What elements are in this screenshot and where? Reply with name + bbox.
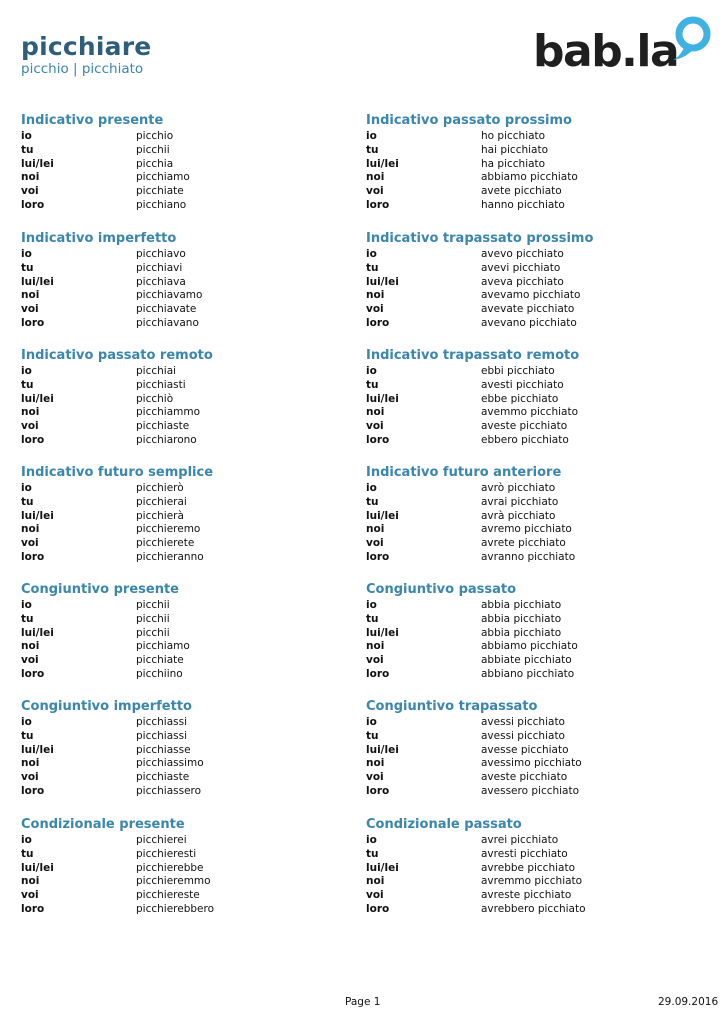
conjugation-row — [21, 903, 351, 917]
verb-form: picchiassi — [136, 716, 187, 728]
pronoun: tu — [366, 261, 379, 274]
verb-form: picchierebbero — [136, 902, 215, 915]
verb-form: picchierai — [136, 495, 187, 508]
conjugation-row — [366, 848, 696, 862]
verb-form: picchia — [136, 157, 174, 170]
conjugation-row — [21, 434, 351, 448]
conjugation-row — [21, 771, 351, 785]
pronoun: io — [366, 716, 377, 728]
conjugation-row — [366, 130, 696, 144]
tense-title: Indicativo trapassato prossimo — [366, 231, 594, 246]
pronoun: loro — [21, 433, 45, 446]
verb-form: avrai picchiato — [481, 495, 559, 508]
pronoun: io — [21, 365, 32, 377]
conjugation-row — [366, 171, 696, 185]
pronoun: tu — [21, 847, 34, 860]
pronoun: voi — [366, 654, 384, 667]
conjugation-row — [366, 199, 696, 213]
pronoun: loro — [366, 433, 390, 446]
verb-form: avevi picchiato — [481, 261, 561, 274]
verb-form: picchieresti — [136, 847, 197, 860]
tense-block — [21, 815, 351, 917]
pronoun: noi — [21, 875, 40, 888]
verb-form: avremo picchiato — [481, 523, 572, 536]
tense-block — [21, 580, 351, 682]
pronoun: lui/lei — [21, 392, 54, 405]
pronoun: lui/lei — [21, 275, 54, 288]
pronoun: tu — [366, 612, 379, 625]
tense-title: Indicativo imperfetto — [21, 231, 177, 246]
conjugation-row — [366, 889, 696, 903]
verb-form: picchieremo — [136, 523, 201, 536]
pronoun: tu — [21, 143, 34, 156]
verb-form: picchieranno — [136, 550, 204, 563]
pronoun: loro — [366, 902, 390, 915]
conjugation-row — [366, 158, 696, 172]
conjugation-row — [366, 654, 696, 668]
conjugation-row — [366, 716, 696, 730]
conjugation-row — [21, 613, 351, 627]
pronoun: lui/lei — [21, 157, 54, 170]
verb-form: abbia picchiato — [481, 626, 562, 639]
verb-form: avesse picchiato — [481, 743, 569, 756]
tense-title: Indicativo trapassato remoto — [366, 348, 580, 363]
verb-form: avresti picchiato — [481, 847, 568, 860]
conjugation-row — [366, 317, 696, 331]
verb-form: picchierei — [136, 834, 187, 846]
pronoun: voi — [366, 889, 384, 902]
conjugation-row — [21, 130, 351, 144]
conjugation-row — [21, 496, 351, 510]
conjugation-row — [366, 420, 696, 434]
conjugation-row — [21, 420, 351, 434]
pronoun: io — [21, 130, 32, 142]
conjugation-row — [366, 744, 696, 758]
pronoun: noi — [21, 523, 40, 536]
verb-form: avrebbero picchiato — [481, 902, 586, 915]
verb-form: aveste picchiato — [481, 420, 568, 433]
tense-title: Indicativo futuro semplice — [21, 465, 214, 480]
conjugation-row — [21, 889, 351, 903]
pronoun: lui/lei — [366, 275, 399, 288]
conjugation-row — [366, 757, 696, 771]
conjugation-row — [366, 771, 696, 785]
pronoun: voi — [21, 654, 39, 667]
verb-form: picchii — [136, 143, 170, 156]
conjugation-row — [366, 875, 696, 889]
verb-form: avevano picchiato — [481, 316, 577, 329]
tense-title: Indicativo passato remoto — [21, 348, 213, 363]
conjugation-row — [366, 262, 696, 276]
pronoun: loro — [21, 784, 45, 797]
pronoun: lui/lei — [366, 157, 399, 170]
verb-form: picchiano — [136, 198, 187, 211]
pronoun: io — [366, 482, 377, 494]
pronoun: loro — [21, 902, 45, 915]
tense-title: Congiuntivo imperfetto — [21, 699, 192, 714]
verb-form: ho picchiato — [481, 130, 546, 142]
verb-form: picchierebbe — [136, 861, 204, 874]
pronoun: tu — [21, 261, 34, 274]
verb-form: picchiaste — [136, 771, 190, 784]
conjugation-row — [366, 276, 696, 290]
verb-form: picchiavo — [136, 248, 186, 260]
tense-title: Congiuntivo trapassato — [366, 699, 538, 714]
conjugation-row — [366, 523, 696, 537]
verb-form: picchii — [136, 612, 170, 625]
pronoun: noi — [21, 171, 40, 184]
pronoun: io — [366, 599, 377, 611]
pronoun: noi — [366, 875, 385, 888]
conjugation-row — [21, 171, 351, 185]
verb-form: abbia picchiato — [481, 599, 562, 611]
verb-form: avessi picchiato — [481, 729, 565, 742]
verb-form: abbiamo picchiato — [481, 171, 578, 184]
tense-block — [21, 111, 351, 213]
conjugation-row — [366, 862, 696, 876]
pronoun: lui/lei — [366, 626, 399, 639]
verb-form: picchiava — [136, 275, 186, 288]
tense-title: Congiuntivo passato — [366, 582, 517, 597]
conjugation-row — [21, 303, 351, 317]
pronoun: voi — [366, 771, 384, 784]
pronoun: loro — [21, 198, 45, 211]
tense-block — [366, 697, 696, 799]
verb-form: picchiavamo — [136, 289, 203, 302]
verb-form: picchiai — [136, 365, 177, 377]
conjugation-row — [21, 144, 351, 158]
verb-form: avevamo picchiato — [481, 289, 581, 302]
pronoun: loro — [21, 316, 45, 329]
pronoun: loro — [21, 667, 45, 680]
conjugation-row — [21, 599, 351, 613]
pronoun: lui/lei — [366, 861, 399, 874]
pronoun: tu — [21, 729, 34, 742]
pronoun: lui/lei — [21, 626, 54, 639]
verb-form: avrei picchiato — [481, 834, 559, 846]
page-subtitle: picchio | picchiato — [21, 61, 144, 77]
verb-form: picchiassi — [136, 729, 187, 742]
verb-form: avrà picchiato — [481, 509, 556, 522]
verb-form: picchiavano — [136, 316, 199, 329]
conjugation-row — [366, 185, 696, 199]
verb-form: abbiamo picchiato — [481, 640, 578, 653]
tense-title: Indicativo futuro anteriore — [366, 465, 562, 480]
pronoun: io — [21, 248, 32, 260]
verb-form: picchiamo — [136, 640, 190, 653]
verb-form: aveste picchiato — [481, 771, 568, 784]
conjugation-row — [21, 248, 351, 262]
tense-block — [366, 463, 696, 565]
pronoun: tu — [366, 495, 379, 508]
pronoun: voi — [366, 185, 384, 198]
pronoun: io — [366, 130, 377, 142]
tense-block — [21, 463, 351, 565]
conjugation-row — [366, 144, 696, 158]
tense-block — [366, 229, 696, 331]
conjugation-row — [366, 482, 696, 496]
tense-block — [366, 111, 696, 213]
pronoun: io — [21, 716, 32, 728]
pronoun: io — [21, 834, 32, 846]
logo-text: bab.la — [533, 26, 679, 77]
pronoun: noi — [21, 406, 40, 419]
verb-form: hai picchiato — [481, 143, 549, 156]
verb-form: avessero picchiato — [481, 784, 580, 797]
pronoun: tu — [366, 729, 379, 742]
verb-form: picchiasti — [136, 378, 186, 391]
conjugation-row — [21, 875, 351, 889]
pronoun: loro — [366, 550, 390, 563]
conjugation-row — [21, 537, 351, 551]
verb-form: avrò picchiato — [481, 482, 556, 494]
verb-form: avesti picchiato — [481, 378, 564, 391]
verb-form: abbiano picchiato — [481, 667, 575, 680]
tense-title: Indicativo passato prossimo — [366, 113, 572, 128]
verb-form: ha picchiato — [481, 157, 546, 170]
verb-form: picchio — [136, 130, 174, 142]
babla-logo[interactable] — [533, 16, 711, 80]
pronoun: voi — [366, 537, 384, 550]
verb-form: picchiassero — [136, 784, 202, 797]
verb-form: picchieremmo — [136, 875, 211, 888]
pronoun: loro — [21, 550, 45, 563]
conjugation-row — [366, 730, 696, 744]
pronoun: voi — [21, 889, 39, 902]
conjugation-row — [21, 640, 351, 654]
conjugation-row — [21, 199, 351, 213]
verb-form: picchiarono — [136, 433, 197, 446]
conjugation-row — [21, 262, 351, 276]
verb-form: avessimo picchiato — [481, 757, 582, 770]
conjugation-row — [21, 716, 351, 730]
conjugation-row — [366, 379, 696, 393]
pronoun: io — [21, 599, 32, 611]
verb-form: picchiamo — [136, 171, 190, 184]
pronoun: noi — [21, 289, 40, 302]
conjugation-row — [366, 303, 696, 317]
conjugation-row — [366, 668, 696, 682]
verb-form: avessi picchiato — [481, 716, 565, 728]
verb-form: avrebbe picchiato — [481, 861, 575, 874]
verb-form: avreste picchiato — [481, 889, 572, 902]
verb-form: ebbi picchiato — [481, 365, 555, 377]
conjugation-row — [21, 276, 351, 290]
pronoun: loro — [366, 316, 390, 329]
conjugation-row — [366, 834, 696, 848]
tense-block — [366, 346, 696, 448]
verb-form: hanno picchiato — [481, 198, 565, 211]
conjugation-row — [21, 185, 351, 199]
pronoun: tu — [366, 378, 379, 391]
pronoun: tu — [21, 612, 34, 625]
pronoun: voi — [21, 771, 39, 784]
conjugation-row — [21, 668, 351, 682]
verb-form: picchiavi — [136, 261, 183, 274]
verb-form: picchiereste — [136, 889, 200, 902]
pronoun: lui/lei — [21, 861, 54, 874]
conjugation-row — [21, 848, 351, 862]
pronoun: noi — [366, 523, 385, 536]
verb-form: picchiavate — [136, 303, 197, 316]
verb-form: picchiò — [136, 392, 174, 405]
pronoun: io — [366, 248, 377, 260]
verb-form: picchiasse — [136, 743, 191, 756]
conjugation-row — [366, 496, 696, 510]
verb-form: picchierò — [136, 482, 184, 494]
verb-form: picchierà — [136, 509, 184, 522]
conjugation-row — [21, 551, 351, 565]
conjugation-row — [366, 510, 696, 524]
pronoun: noi — [366, 171, 385, 184]
conjugation-row — [21, 365, 351, 379]
pronoun: tu — [21, 378, 34, 391]
conjugation-row — [366, 599, 696, 613]
pronoun: lui/lei — [366, 509, 399, 522]
conjugation-row — [21, 834, 351, 848]
conjugation-row — [366, 903, 696, 917]
page-number: Page 1 — [345, 996, 381, 1008]
conjugation-row — [366, 289, 696, 303]
conjugation-row — [366, 785, 696, 799]
pronoun: voi — [366, 303, 384, 316]
verb-form: avevate picchiato — [481, 303, 575, 316]
conjugation-row — [21, 317, 351, 331]
tense-title: Indicativo presente — [21, 113, 164, 128]
pronoun: tu — [366, 847, 379, 860]
conjugation-row — [21, 482, 351, 496]
pronoun: noi — [366, 406, 385, 419]
verb-form: picchiino — [136, 667, 183, 680]
tense-block — [366, 580, 696, 682]
page-title: picchiare — [21, 32, 152, 61]
conjugation-row — [366, 434, 696, 448]
conjugation-row — [21, 730, 351, 744]
verb-form: avete picchiato — [481, 185, 562, 198]
pronoun: io — [366, 365, 377, 377]
conjugation-row — [21, 523, 351, 537]
conjugation-row — [21, 510, 351, 524]
conjugation-row — [366, 640, 696, 654]
verb-form: ebbero picchiato — [481, 433, 569, 446]
conjugation-row — [21, 158, 351, 172]
verb-form: avevo picchiato — [481, 248, 564, 260]
pronoun: lui/lei — [366, 392, 399, 405]
verb-form: abbia picchiato — [481, 612, 562, 625]
verb-form: picchiaste — [136, 420, 190, 433]
tense-title: Condizionale presente — [21, 817, 185, 832]
pronoun: noi — [21, 640, 40, 653]
pronoun: io — [21, 482, 32, 494]
pronoun: tu — [366, 143, 379, 156]
conjugation-row — [21, 406, 351, 420]
pronoun: lui/lei — [366, 743, 399, 756]
pronoun: lui/lei — [21, 743, 54, 756]
speech-bubble-icon — [671, 16, 711, 62]
verb-form: avrete picchiato — [481, 537, 566, 550]
pronoun: voi — [21, 303, 39, 316]
conjugation-row — [366, 613, 696, 627]
pronoun: voi — [21, 420, 39, 433]
verb-form: aveva picchiato — [481, 275, 564, 288]
tense-block — [21, 697, 351, 799]
pronoun: voi — [21, 185, 39, 198]
verb-form: picchii — [136, 599, 170, 611]
pronoun: tu — [21, 495, 34, 508]
conjugation-row — [21, 654, 351, 668]
conjugation-row — [21, 757, 351, 771]
conjugation-row — [366, 393, 696, 407]
pronoun: voi — [21, 537, 39, 550]
conjugation-row — [21, 744, 351, 758]
pronoun: noi — [366, 640, 385, 653]
verb-form: picchiassimo — [136, 757, 204, 770]
verb-form: avranno picchiato — [481, 550, 576, 563]
tense-title: Condizionale passato — [366, 817, 522, 832]
verb-form: picchii — [136, 626, 170, 639]
pronoun: io — [366, 834, 377, 846]
conjugation-row — [366, 537, 696, 551]
pronoun: noi — [366, 289, 385, 302]
verb-form: picchierete — [136, 537, 195, 550]
pronoun: noi — [21, 757, 40, 770]
conjugation-row — [21, 379, 351, 393]
conjugation-row — [366, 627, 696, 641]
document-date: 29.09.2016 — [658, 996, 719, 1008]
tense-block — [21, 346, 351, 448]
pronoun: loro — [366, 784, 390, 797]
conjugation-row — [21, 627, 351, 641]
conjugation-row — [21, 289, 351, 303]
verb-form: avremmo picchiato — [481, 875, 583, 888]
tense-title: Congiuntivo presente — [21, 582, 179, 597]
conjugation-row — [366, 551, 696, 565]
verb-form: abbiate picchiato — [481, 654, 572, 667]
conjugation-row — [21, 862, 351, 876]
conjugation-row — [366, 248, 696, 262]
verb-form: picchiammo — [136, 406, 201, 419]
conjugation-row — [21, 785, 351, 799]
verb-form: picchiate — [136, 185, 184, 198]
verb-form: ebbe picchiato — [481, 392, 559, 405]
conjugation-row — [366, 365, 696, 379]
pronoun: voi — [366, 420, 384, 433]
pronoun: lui/lei — [21, 509, 54, 522]
pronoun: loro — [366, 198, 390, 211]
conjugation-row — [21, 393, 351, 407]
pronoun: noi — [366, 757, 385, 770]
verb-form: picchiate — [136, 654, 184, 667]
pronoun: loro — [366, 667, 390, 680]
tense-block — [21, 229, 351, 331]
conjugation-row — [366, 406, 696, 420]
verb-form: avemmo picchiato — [481, 406, 579, 419]
tense-block — [366, 815, 696, 917]
